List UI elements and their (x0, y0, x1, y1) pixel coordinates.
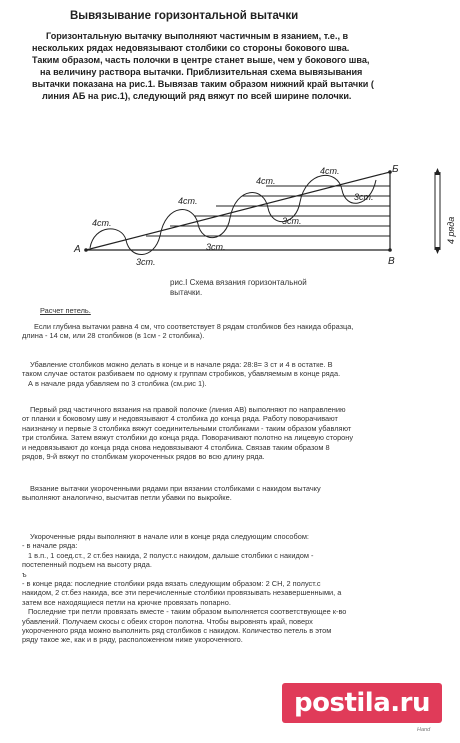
text-line: от планки к боковому шву и недовязывают 4 столбика до конца ряда. Работу поворачивают (22, 414, 338, 424)
text-line: постепенный подъем на высоту ряда. (22, 560, 152, 570)
text-line: длина - 14 см, или 28 столбиков (в 1см - 2 столбика). (22, 331, 205, 341)
text-line: Первый ряд частичного вязания на правой полочке (линия АВ) выполняют по направлению (30, 405, 346, 414)
diagram-loop-down (198, 218, 230, 238)
text-line: Если глубина вытачки равна 4 см, что соответствует 8 рядам столбиков без накида образца, (34, 322, 354, 331)
text-line: выполняют аналогично, высчитав петли убавки по выкройке. (22, 493, 232, 503)
text-line: Убавление столбиков можно делать в конце и в начале ряда: 28:8= 3 ст и 4 в остатке. В (30, 360, 333, 369)
label-3cm: 3cm. (282, 216, 302, 226)
paragraph-1 (22, 322, 440, 341)
label-side-rows: 4 ряда (446, 216, 456, 244)
text-line: Укороченные ряды выполняют в начале или в конце ряда следующим способом: (30, 532, 309, 541)
paragraph-5 (22, 532, 440, 645)
text-line: и недовязывают до конца ряда снова недовязывают 4 столбика. Связав таким образом 8 (22, 442, 330, 452)
author-signature: Hand (417, 727, 431, 733)
label-point-b: B (388, 256, 395, 267)
intro-line: на величину раствора вытачки. Приблизительная схема вывязывания (40, 67, 363, 77)
diagram-diagonal (86, 172, 390, 250)
text-line: три столбика. Затем вяжут столбики до конца ряда. Поворачивают полотно на лицевую сторону (22, 433, 354, 443)
dart-diagram (70, 162, 456, 270)
intro-line: нескольких рядах недовязывают столбики со стороны бокового шва. (32, 43, 350, 53)
text-line: рядов, 9-й вяжут по столбикам укороченных рядов во всю длину ряда. (22, 452, 265, 462)
label-4cm: 4cm. (178, 196, 198, 206)
point-a-marker (84, 248, 88, 252)
diagram-loop-up (90, 229, 126, 248)
intro-line: Горизонтальную вытачку выполняют частичным в язанием, т.е., в (46, 31, 349, 41)
dimension-arrow-top (435, 168, 441, 175)
intro-line: Таким образом, часть полочки в центре станет выше, чем у бокового шва, (32, 55, 370, 65)
text-line: наизнанку и первые 3 столбика вяжут соединительными столбиками - таким образом убавляют (22, 423, 352, 433)
paragraph-3 (22, 405, 440, 461)
text-line: Последние три петли провязать вместе - таким образом выполняется соответствующее к-во (28, 607, 347, 617)
text-line: - в конце ряда: последние столбики ряда вязать следующим образом: 2 СН, 2 полуст.с (22, 579, 321, 589)
postila-watermark-logo: postila.ru (282, 683, 442, 723)
diagram-loop-up (300, 175, 342, 202)
label-4cm: 4cm. (92, 218, 112, 228)
paragraph-4 (22, 484, 440, 503)
text-line: 1 в.п., 1 соед.ст., 2 ст.без накида, 2 полуст.с накидом, дальше столбики с накидом - (28, 550, 314, 560)
intro-text (32, 30, 437, 102)
text-line: Вязание вытачки укороченными рядами при вязании столбиками с накидом вытачку (30, 484, 321, 493)
page-title: Вывязывание горизонтальной вытачки (70, 10, 299, 22)
text-line: А в начале ряда убавляем по 3 столбика (см.рис 1). (28, 378, 207, 388)
intro-line: линия АБ на рис.1), следующий ряд вяжут по всей ширине полочки. (42, 91, 352, 101)
label-4cm: 4cm. (256, 176, 276, 186)
point-b-marker (388, 248, 392, 252)
label-point-b-top: Б (392, 164, 399, 175)
intro-line: вытачки показана на рис.1. Вывязав таким образом нижний край вытачки ( (32, 79, 374, 89)
paragraph-2 (22, 360, 440, 388)
label-3cm: 3cm. (136, 257, 156, 267)
text-line: укороченного ряда можно выполнить ряд столбиков с накидом. Количество петель в этом (22, 626, 332, 636)
label-point-a: A (74, 244, 81, 255)
text-line: таком случае остаток разбиваем по одному к группам стробиков, убавляемым в конце ряда. (22, 369, 341, 379)
text-line: убавлений. Получаем скосы с обеих сторон полотна. Чтобы выровнять край, поверх (22, 616, 313, 626)
text-line: накидом, 2 ст.без накида, все эти перечисленные столбики провязывать незавершенными, а (22, 588, 342, 598)
caption-line: рис.I Схема вязания горизонтальной (170, 278, 307, 287)
text-line: - в начале ряда: (22, 541, 78, 551)
text-line: ряду такое же, как и в ряду, расположенном ниже укороченного. (22, 635, 243, 645)
section-title (40, 306, 458, 315)
dimension-arrow-bottom (435, 247, 441, 254)
text-line: затем все находящиеся петли на крючке провязать попарно. (22, 597, 231, 607)
label-3cm: 3cm. (354, 192, 374, 202)
label-4cm: 4cm. (320, 166, 340, 176)
section-title-text: Расчет петель. (40, 306, 91, 315)
label-3cm: 3cm. (206, 242, 226, 252)
figure-caption (170, 278, 307, 298)
caption-line: вытачки. (170, 288, 203, 297)
text-line: ъ (22, 569, 27, 579)
